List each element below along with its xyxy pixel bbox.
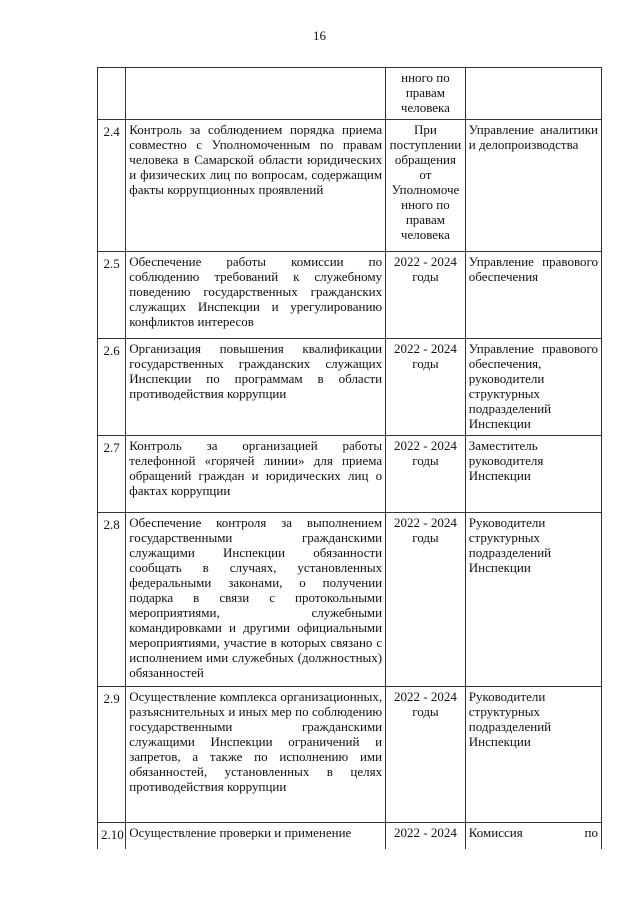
row-number: 2.5 — [98, 252, 126, 339]
measure-description: Организация повышения квалификации государственных гражданских служащих Инспекции по программам в области противодействия коррупции — [126, 339, 386, 436]
measure-responsible: Руководители структурных подразделений Инспекции — [465, 687, 601, 823]
table-row — [98, 513, 602, 687]
row-number — [98, 68, 126, 120]
table-row — [98, 339, 602, 436]
measure-description: Обеспечение контроля за выполнением государственными гражданскими служащими Инспекции обязанности сообщать в случаях, установленных федеральными законами, о получении подарка в связи с протокольными мероприятиями, служебными командировками и другими официальными мероприятиями, участие в которых связано с исполнением ими служебных (должностных) обязанностей — [126, 513, 386, 687]
row-number: 2.9 — [98, 687, 126, 823]
table-row — [98, 252, 602, 339]
measure-responsible: Заместитель руководителя Инспекции — [465, 436, 601, 513]
row-number: 2.10 — [98, 823, 126, 849]
measure-description: Обеспечение работы комиссии по соблюдению требований к служебному поведению государственных гражданских служащих Инспекции и урегулированию конфликтов интересов — [126, 252, 386, 339]
measure-description — [126, 68, 386, 120]
measure-description: Осуществление проверки и применение — [126, 823, 386, 849]
measure-responsible — [465, 68, 601, 120]
measure-term: 2022 - 2024 годы — [386, 252, 466, 339]
measure-term: 2022 - 2024 — [386, 823, 466, 849]
measure-description: Контроль за соблюдением порядка приема совместно с Уполномоченным по правам человека в Самарской области юридических и физических лиц по вопросам, содержащим факты коррупционных проявлений — [126, 120, 386, 252]
measure-responsible: Управление правового обеспечения — [465, 252, 601, 339]
table-row — [98, 687, 602, 823]
measures-table — [97, 67, 602, 849]
row-number: 2.6 — [98, 339, 126, 436]
row-number: 2.4 — [98, 120, 126, 252]
row-number: 2.7 — [98, 436, 126, 513]
table-row — [98, 823, 602, 849]
table-row — [98, 436, 602, 513]
measure-responsible: Управление правового обеспечения, руководители структурных подразделений Инспекции — [465, 339, 601, 436]
measure-responsible-text: Комиссия по — [468, 825, 598, 840]
measure-responsible: Управление аналитики и делопроизводства — [465, 120, 601, 252]
measure-term: 2022 - 2024 годы — [386, 436, 466, 513]
measure-term: 2022 - 2024 годы — [386, 687, 466, 823]
measure-description: Контроль за организацией работы телефонной «горячей линии» для приема обращений граждан и юридических лиц о фактах коррупции — [126, 436, 386, 513]
page-number: 16 — [313, 28, 326, 43]
measure-term: нного по правам человека — [386, 68, 466, 120]
row-number: 2.8 — [98, 513, 126, 687]
measure-term: 2022 - 2024 годы — [386, 339, 466, 436]
measure-responsible: Руководители структурных подразделений Инспекции — [465, 513, 601, 687]
table-row — [98, 120, 602, 252]
table-row — [98, 68, 602, 120]
measure-term: При поступлении обращения от Уполномоче нного по правам человека — [386, 120, 466, 252]
measure-description: Осуществление комплекса организационных, разъяснительных и иных мер по соблюдению государственными гражданскими служащими Инспекции ограничений и запретов, а также по исполнению ими обязанностей, установленных в целях противодействия коррупции — [126, 687, 386, 823]
measure-responsible — [465, 823, 601, 849]
measure-term: 2022 - 2024 годы — [386, 513, 466, 687]
